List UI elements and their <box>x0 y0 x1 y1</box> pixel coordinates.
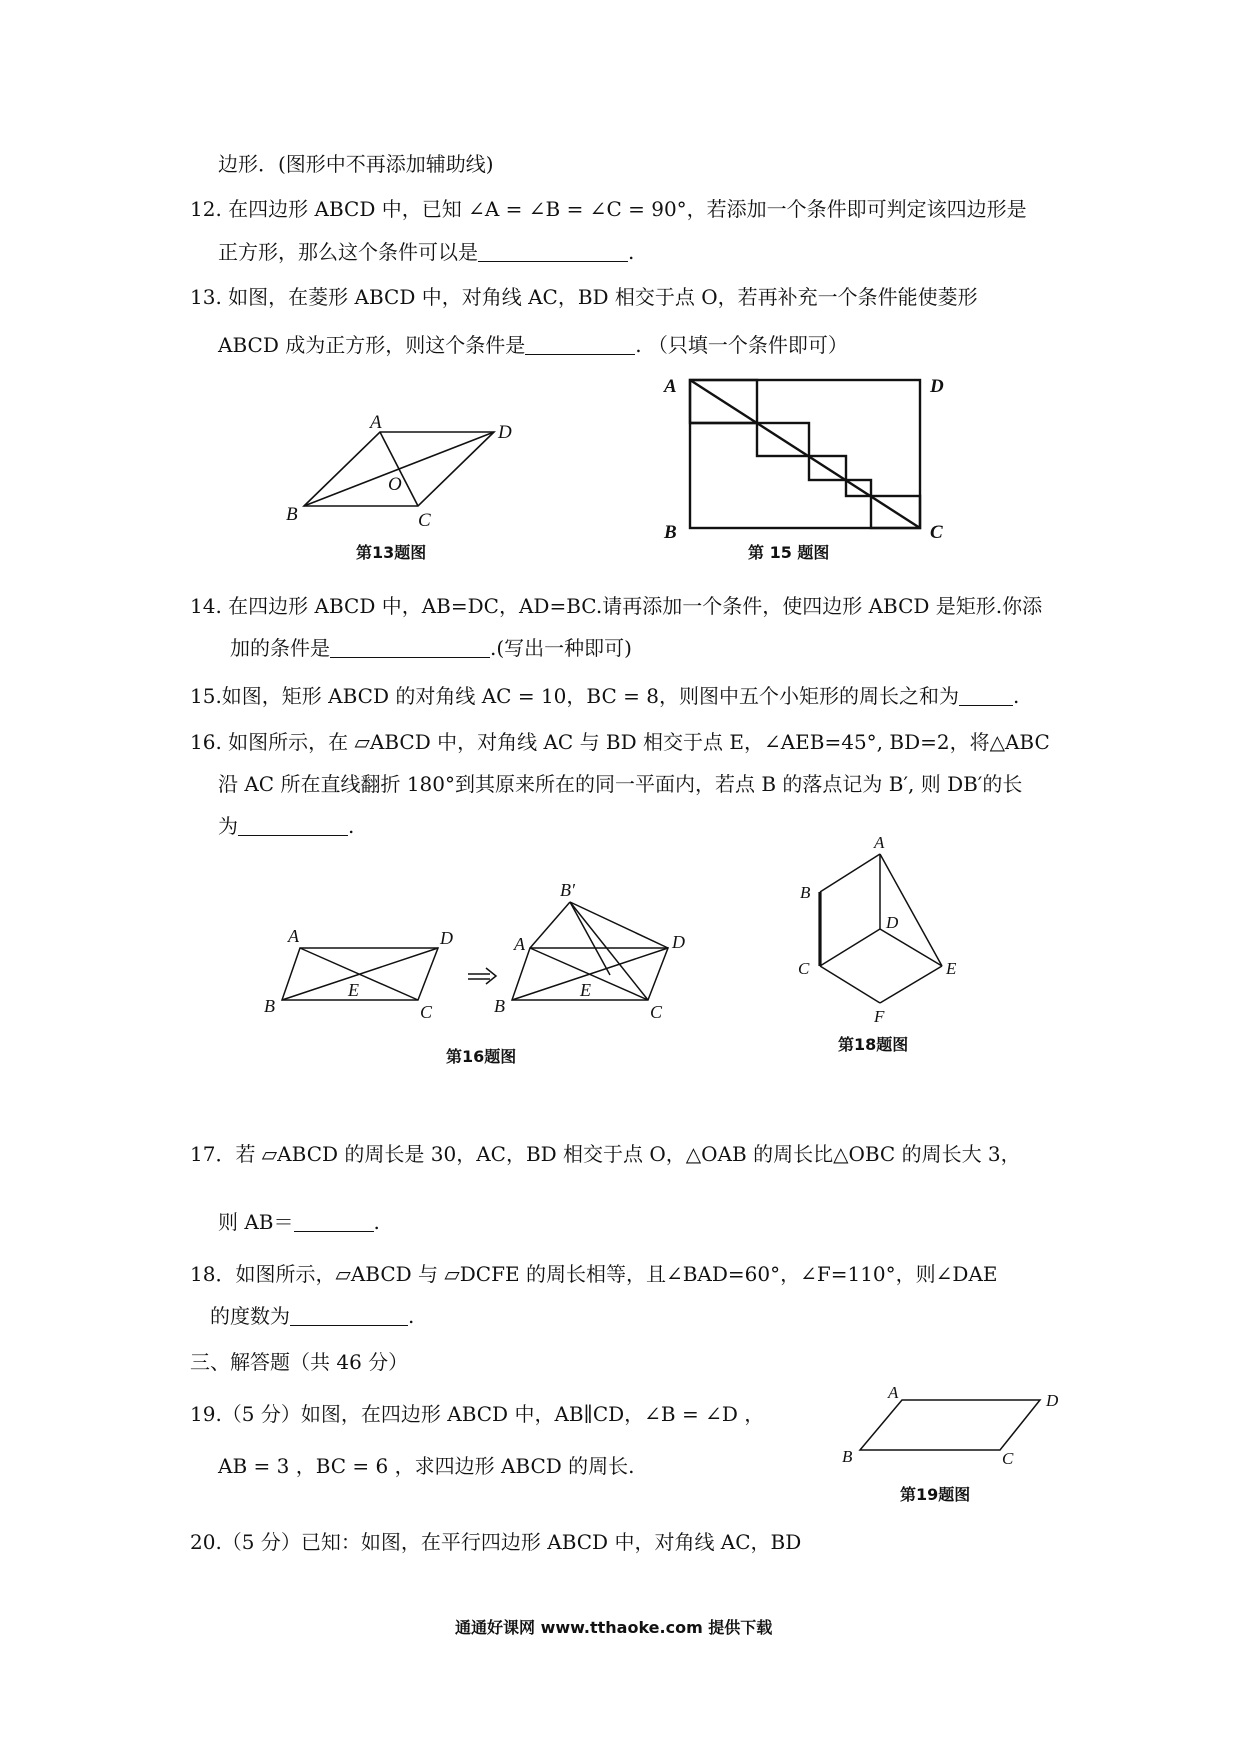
answer-blank-16[interactable] <box>238 817 348 836</box>
question-12-line1: 12. 在四边形 ABCD 中，已知 ∠A = ∠B = ∠C = 90°，若添加一个条件即可判定该四边形是 <box>190 197 1027 221</box>
diagonal-ac <box>690 380 920 528</box>
page-footer: 通通好课网 www.tthaoke.com 提供下载 <box>455 1618 773 1637</box>
label-a-right: A <box>514 934 525 954</box>
label-d-right: D <box>672 932 685 952</box>
label-c-right: C <box>650 1002 663 1022</box>
label-a: A <box>664 376 677 397</box>
label-c: C <box>798 959 810 978</box>
label-c: C <box>1002 1449 1014 1468</box>
label-b: B <box>264 996 275 1016</box>
question-18-text: 的度数为 <box>210 1304 290 1328</box>
label-a: A <box>888 1383 899 1402</box>
question-13-end: . （只填一个条件即可） <box>635 333 848 357</box>
label-c: C <box>418 510 431 531</box>
figure-18 <box>790 833 970 1036</box>
answer-blank-12[interactable] <box>478 243 628 262</box>
question-16-line3 <box>218 814 354 838</box>
label-b: B <box>286 504 298 525</box>
question-18-line1: 18．如图所示，▱ABCD 与 ▱DCFE 的周长相等，且∠BAD=60°，∠F=110°，则∠DAE <box>190 1262 998 1286</box>
label-e: E <box>946 959 957 978</box>
figure-15-rectangle <box>660 372 950 547</box>
label-a: A <box>874 833 885 852</box>
figure-16 <box>260 880 700 1030</box>
answer-blank-15[interactable] <box>959 687 1013 706</box>
label-a: A <box>370 412 382 433</box>
question-19-line2: AB = 3 ，BC = 6 ，求四边形 ABCD 的周长. <box>218 1454 635 1478</box>
question-19-line1: 19.（5 分）如图，在四边形 ABCD 中，AB∥CD，∠B = ∠D ， <box>190 1402 765 1426</box>
section-3-heading: 三、解答题（共 46 分） <box>190 1350 409 1374</box>
question-17-line2 <box>218 1210 380 1234</box>
question-13-text: ABCD 成为正方形，则这个条件是 <box>218 333 526 357</box>
question-13-line2 <box>218 333 848 357</box>
label-e: E <box>348 980 359 1000</box>
question-16-line1: 16. 如图所示，在 ▱ABCD 中，对角线 AC 与 BD 相交于点 E，∠AEB=45°, BD=2，将△ABC <box>190 730 1050 754</box>
label-e-right: E <box>580 980 591 1000</box>
figure-19-parallelogram <box>840 1383 1070 1468</box>
question-16-text: 为 <box>218 814 238 838</box>
label-c: C <box>420 1002 433 1022</box>
question-16-end: . <box>348 814 355 838</box>
label-b: B <box>800 883 811 902</box>
answer-blank-14[interactable] <box>330 639 490 658</box>
label-a: A <box>288 926 299 946</box>
label-b-right: B <box>494 996 505 1016</box>
question-15-text: 15.如图，矩形 ABCD 的对角线 AC = 10，BC = 8，则图中五个小矩形的周长之和为 <box>190 684 959 708</box>
question-15-end: . <box>1012 684 1020 708</box>
label-o: O <box>388 474 402 495</box>
question-14-text: 加的条件是 <box>230 636 330 660</box>
label-d: D <box>498 422 512 443</box>
caption-fig13: 第13题图 <box>356 543 427 562</box>
label-d: D <box>1046 1391 1059 1410</box>
label-b: B <box>664 522 677 543</box>
caption-fig18: 第18题图 <box>838 1035 909 1054</box>
label-c: C <box>930 522 943 543</box>
question-17-end: . <box>373 1210 380 1234</box>
label-d: D <box>930 376 944 397</box>
question-17-line1: 17．若 ▱ABCD 的周长是 30，AC，BD 相交于点 O，△OAB 的周长比△OBC 的周长大 3， <box>190 1142 1021 1166</box>
question-17-text: 则 AB＝ <box>218 1210 294 1234</box>
label-f: F <box>874 1007 885 1026</box>
question-14-line2 <box>230 636 632 660</box>
question-15-line <box>190 684 1019 708</box>
question-16-line2: 沿 AC 所在直线翻折 180°到其原来所在的同一平面内，若点 B 的落点记为 B′, 则 DB′的长 <box>218 772 1023 796</box>
answer-blank-13[interactable] <box>525 336 635 355</box>
question-18-end: . <box>408 1304 415 1328</box>
question-12-text: 正方形，那么这个条件可以是 <box>218 240 478 264</box>
label-d: D <box>886 913 899 932</box>
question-14-line1: 14. 在四边形 ABCD 中，AB=DC，AD=BC.请再添加一个条件，使四边形 ABCD 是矩形.你添 <box>190 594 1043 618</box>
answer-blank-18[interactable] <box>290 1307 408 1326</box>
question-12-end: . <box>628 240 635 264</box>
caption-fig16: 第16题图 <box>446 1047 517 1066</box>
answer-blank-17[interactable] <box>294 1213 374 1232</box>
caption-fig19: 第19题图 <box>900 1485 971 1504</box>
label-b: B <box>842 1447 853 1466</box>
question-20-line1: 20.（5 分）已知：如图，在平行四边形 ABCD 中，对角线 AC，BD <box>190 1530 802 1554</box>
question-13-line1: 13. 如图，在菱形 ABCD 中，对角线 AC，BD 相交于点 O，若再补充一个条件能使菱形 <box>190 285 978 309</box>
caption-fig15: 第 15 题图 <box>748 543 830 562</box>
intro-line: 边形．(图形中不再添加辅助线) <box>218 152 494 176</box>
label-d: D <box>440 928 453 948</box>
label-b-prime: B′ <box>560 880 575 900</box>
question-12-line2 <box>218 240 634 264</box>
figure-13-rhombus <box>280 410 520 530</box>
question-18-line2 <box>210 1304 414 1328</box>
question-14-end: .(写出一种即可) <box>490 636 632 660</box>
